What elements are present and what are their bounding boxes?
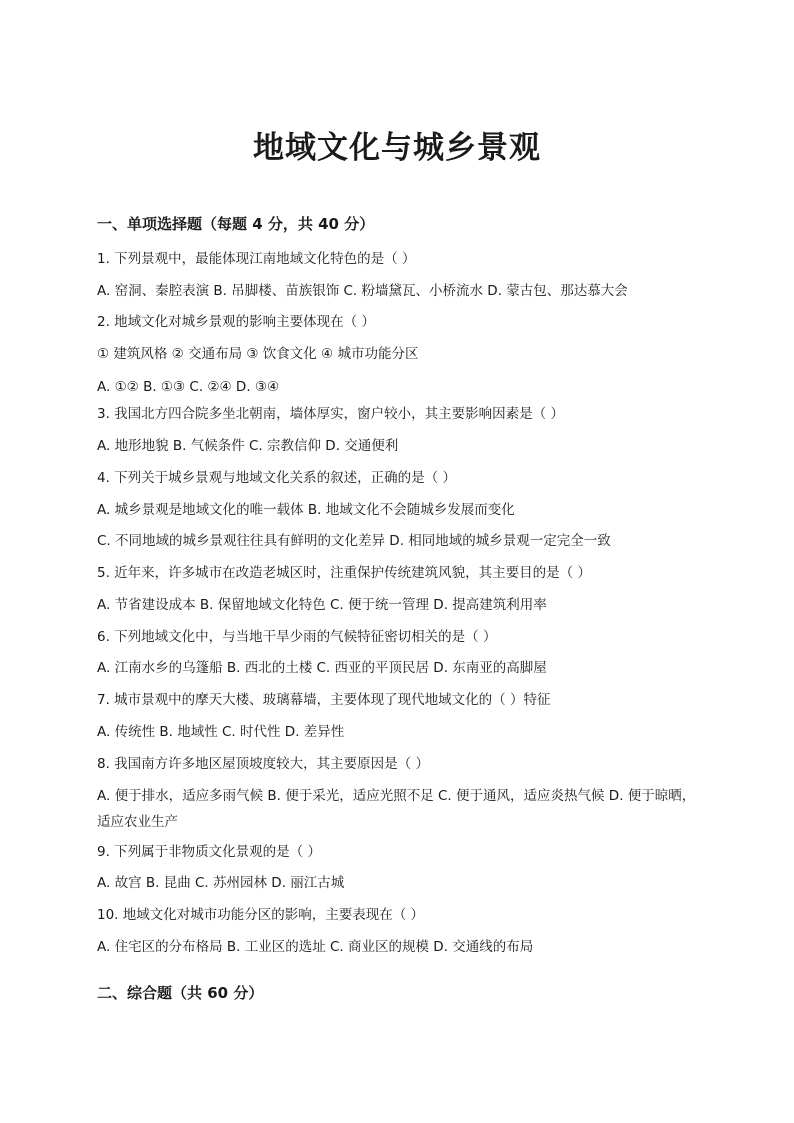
question-5-options: A. 节省建设成本 B. 保留地域文化特色 C. 便于统一管理 D. 提高建筑利用率	[97, 597, 547, 613]
question-4-options-line-1: A. 城乡景观是地域文化的唯一载体 B. 地域文化不会随城乡发展而变化	[97, 502, 515, 518]
question-7-stem: 7. 城市景观中的摩天大楼、玻璃幕墙，主要体现了现代地域文化的（ ）特征	[97, 692, 551, 708]
question-8-options: A. 便于排水，适应多雨气候 B. 便于采光，适应光照不足 C. 便于通风，适应炎热气候 D. 便于晾晒，适应农业生产	[97, 788, 696, 830]
question-6-stem: 6. 下列地域文化中，与当地干旱少雨的气候特征密切相关的是（ ）	[97, 629, 497, 645]
section-heading-single-choice: 一、单项选择题（每题 4 分，共 40 分）	[97, 215, 375, 233]
question-9-options: A. 故宫 B. 昆曲 C. 苏州园林 D. 丽江古城	[97, 875, 345, 891]
question-2-stem: 2. 地域文化对城乡景观的影响主要体现在（ ）	[97, 314, 375, 330]
question-1-stem: 1. 下列景观中，最能体现江南地域文化特色的是（ ）	[97, 251, 416, 267]
question-10-options: A. 住宅区的分布格局 B. 工业区的选址 C. 商业区的规模 D. 交通线的布局	[97, 939, 534, 955]
question-7-options: A. 传统性 B. 地域性 C. 时代性 D. 差异性	[97, 724, 345, 740]
question-9-stem: 9. 下列属于非物质文化景观的是（ ）	[97, 844, 321, 860]
question-1-options: A. 窑洞、秦腔表演 B. 吊脚楼、苗族银饰 C. 粉墙黛瓦、小桥流水 D. 蒙古包、那达慕大会	[97, 283, 628, 299]
question-4-stem: 4. 下列关于城乡景观与地域文化关系的叙述，正确的是（ ）	[97, 470, 456, 486]
question-3-options: A. 地形地貌 B. 气候条件 C. 宗教信仰 D. 交通便利	[97, 438, 399, 454]
question-2-options: A. ①② B. ①③ C. ②④ D. ③④	[97, 379, 280, 395]
question-8-stem: 8. 我国南方许多地区屋顶坡度较大，其主要原因是（ ）	[97, 756, 429, 772]
question-5-stem: 5. 近年来，许多城市在改造老城区时，注重保护传统建筑风貌，其主要目的是（ ）	[97, 565, 591, 581]
question-3-stem: 3. 我国北方四合院多坐北朝南，墙体厚实，窗户较小，其主要影响因素是（ ）	[97, 406, 564, 422]
question-4-options-line-2: C. 不同地域的城乡景观往往具有鲜明的文化差异 D. 相同地域的城乡景观一定完全一致	[97, 533, 611, 549]
question-10-stem: 10. 地域文化对城市功能分区的影响，主要表现在（ ）	[97, 907, 425, 923]
question-6-options: A. 江南水乡的乌篷船 B. 西北的土楼 C. 西亚的平顶民居 D. 东南亚的高脚屋	[97, 660, 547, 676]
document-title: 地域文化与城乡景观	[253, 130, 541, 166]
section-heading-comprehensive: 二、综合题（共 60 分）	[97, 984, 264, 1002]
question-2-items: ① 建筑风格 ② 交通布局 ③ 饮食文化 ④ 城市功能分区	[97, 346, 419, 362]
